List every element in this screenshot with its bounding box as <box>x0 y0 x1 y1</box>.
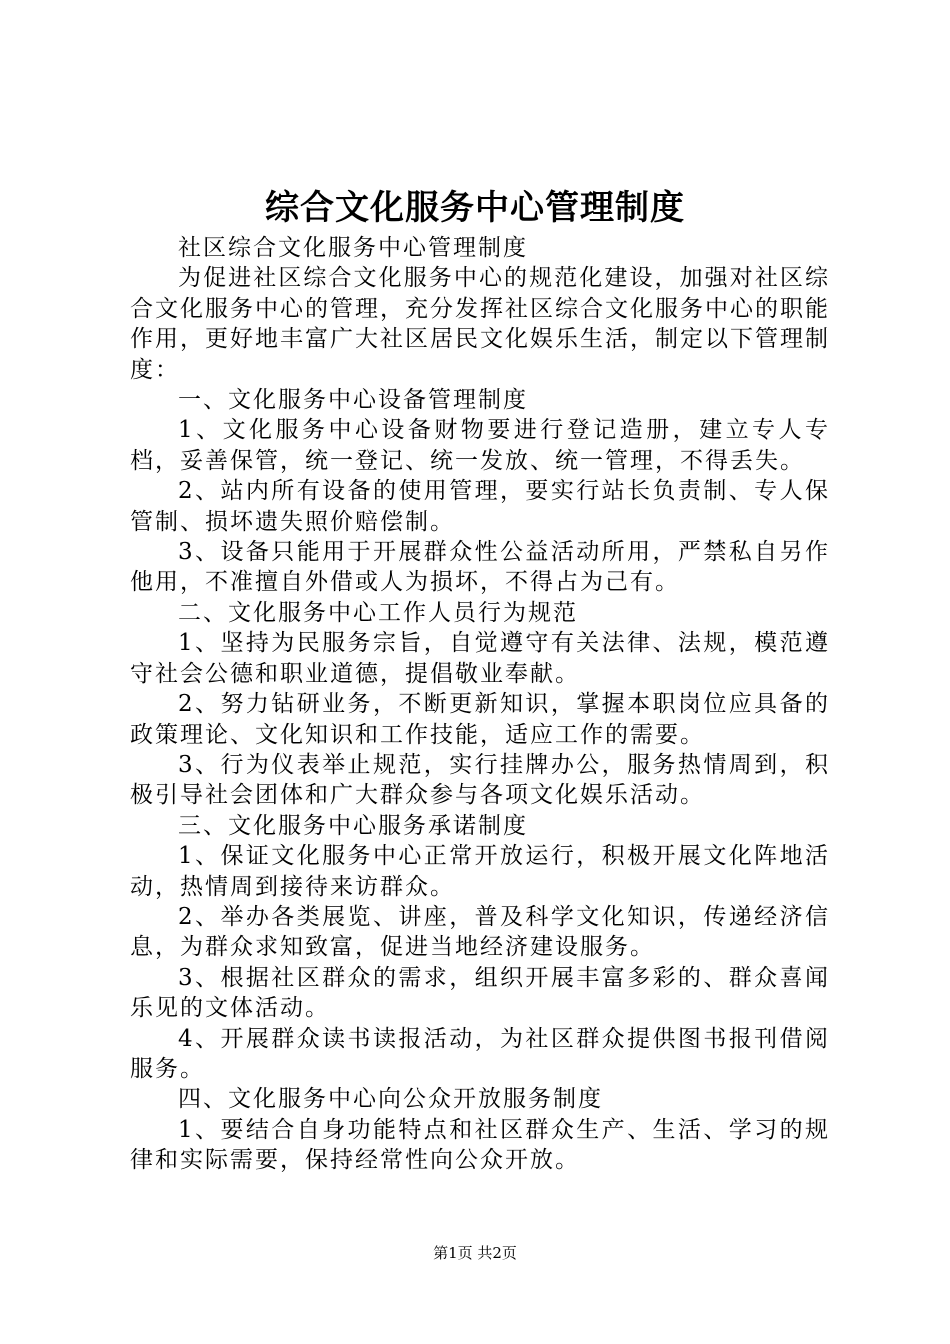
paragraph-item: 1、坚持为民服务宗旨，自觉遵守有关法律、法规，模范遵守社会公德和职业道德，提倡敬业奉献。 <box>130 630 830 687</box>
paragraph-item: 1、保证文化服务中心正常开放运行，积极开展文化阵地活动，热情周到接待来访群众。 <box>130 843 830 900</box>
section-heading-1: 一、文化服务中心设备管理制度 <box>178 387 528 414</box>
paragraph-subtitle: 社区综合文化服务中心管理制度 <box>178 235 528 261</box>
paragraph-intro: 为促进社区综合文化服务中心的规范化建设，加强对社区综合文化服务中心的管理，充分发挥社区综合文化服务中心的职能作用，更好地丰富广大社区居民文化娱乐生活，制定以下管理制度： <box>130 265 830 383</box>
document-body <box>130 233 830 1176</box>
paragraph-item: 3、根据社区群众的需求，组织开展丰富多彩的、群众喜闻乐见的文体活动。 <box>130 964 830 1022</box>
paragraph-item: 1、文化服务中心设备财物要进行登记造册，建立专人专档，妥善保管，统一登记、统一发放、统一管理，不得丢失。 <box>130 417 830 474</box>
paragraph-item: 1、要结合自身功能特点和社区群众生产、生活、学习的规律和实际需要，保持经常性向公众开放。 <box>130 1116 830 1174</box>
paragraph-item: 2、举办各类展览、讲座，普及科学文化知识，传递经济信息，为群众求知致富，促进当地经济建设服务。 <box>130 903 830 961</box>
paragraph-item: 3、行为仪表举止规范，实行挂牌办公，服务热情周到，积极引导社会团体和广大群众参与各项文化娱乐活动。 <box>130 751 830 809</box>
section-heading-3: 三、文化服务中心服务承诺制度 <box>178 812 528 839</box>
document-title: 综合文化服务中心管理制度 <box>265 188 685 228</box>
paragraph-item: 2、努力钻研业务，不断更新知识，掌握本职岗位应具备的政策理论、文化知识和工作技能，适应工作的需要。 <box>130 691 830 748</box>
section-heading-4: 四、文化服务中心向公众开放服务制度 <box>178 1086 603 1113</box>
paragraph-item: 2、站内所有设备的使用管理，要实行站长负责制、专人保管制、损坏遗失照价赔偿制。 <box>130 478 830 535</box>
section-heading-2: 二、文化服务中心工作人员行为规范 <box>178 599 578 626</box>
paragraph-item: 4、开展群众读书读报活动，为社区群众提供图书报刊借阅服务。 <box>130 1025 830 1082</box>
page-indicator: 第1页 共2页 <box>433 1244 517 1262</box>
paragraph-item: 3、设备只能用于开展群众性公益活动所用，严禁私自另作他用，不准擅自外借或人为损坏，不得占为己有。 <box>130 539 830 596</box>
